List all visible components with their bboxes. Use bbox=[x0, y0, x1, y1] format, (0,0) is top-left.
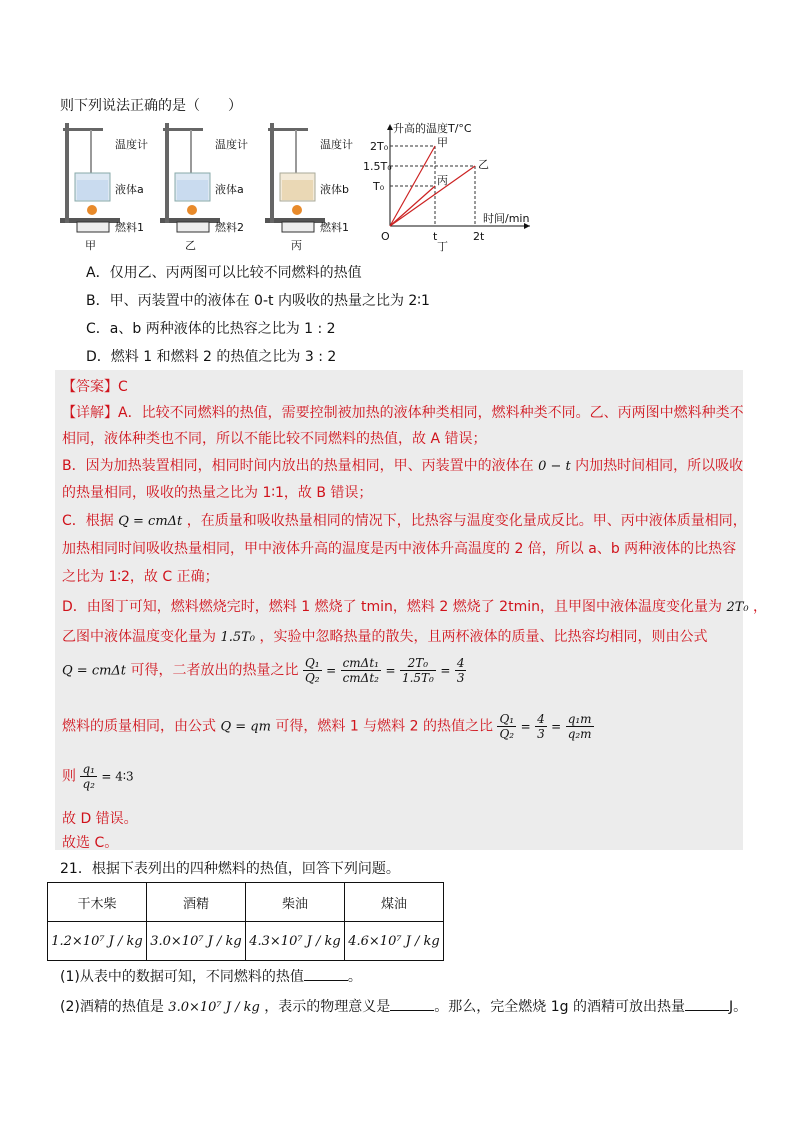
table-header-cell: 煤油 bbox=[345, 883, 444, 922]
graph-ytick-1.5T0: 1.5T₀ bbox=[363, 160, 392, 173]
exp-l12-b: = 4∶3 bbox=[101, 769, 134, 784]
explanation-line-11 bbox=[62, 712, 594, 741]
fraction-qm: $\frac{\text{q₁m}}{\text{q₂m}}$ bbox=[567, 712, 592, 741]
sub1-text: (1)从表中的数据可知，不同燃料的热值 bbox=[60, 969, 304, 985]
label-thermometer-1: 温度计 bbox=[115, 138, 148, 151]
exp-l12-a: 则 bbox=[62, 768, 76, 785]
graph-xtick-2t: 2t bbox=[473, 230, 485, 243]
fraction-q1-q2-c: $\frac{\text{q₁}}{\text{q₂}}$ bbox=[82, 762, 95, 791]
sub2-text-c: 。那么，完全燃烧 1g 的酒精可放出热量 bbox=[434, 999, 685, 1015]
sub-question-1 bbox=[60, 966, 362, 986]
table-header-cell: 柴油 bbox=[246, 883, 345, 922]
apparatus-bing bbox=[265, 123, 325, 232]
apparatus-jia bbox=[60, 123, 120, 232]
answer-blank[interactable] bbox=[304, 966, 348, 981]
exp-l9-b: ，实验中忽略热量的散失，且两杯液体的质量、比热容均相同，则由公式 bbox=[259, 629, 708, 645]
option-c: C．a、b 两种液体的比热容之比为 1 : 2 bbox=[86, 321, 336, 337]
explanation-line-2: 相同，液体种类也不同，所以不能比较不同燃料的热值，故 A 错误； bbox=[62, 431, 487, 447]
exp-l11-math: Q = qm bbox=[220, 719, 271, 735]
explanation-line-1: 【详解】A．比较不同燃料的热值，需要控制被加热的液体种类相同，燃料种类不同。乙、丙两图中燃料种类不 bbox=[62, 405, 744, 421]
fraction-q1-q2: $\frac{\text{Q₁}}{\text{Q₂}}$ bbox=[304, 656, 320, 685]
explanation-line-14: 故选 C。 bbox=[62, 835, 119, 851]
line-yi bbox=[390, 166, 475, 226]
exp-l11-b: 可得，燃料 1 与燃料 2 的热值之比 bbox=[275, 718, 493, 735]
table-cell: 3.0×10⁷ J / kg bbox=[147, 922, 246, 961]
sub2-math: 3.0×10⁷ J / kg bbox=[168, 1000, 260, 1015]
explanation-line-3 bbox=[62, 455, 743, 475]
label-thermometer-2: 温度计 bbox=[215, 138, 248, 151]
sub2-text-a: (2)酒精的热值是 bbox=[60, 999, 164, 1015]
answer-blank[interactable] bbox=[685, 996, 729, 1011]
graph-y-label: 升高的温度T/°C bbox=[393, 122, 472, 135]
equals-sign: = bbox=[551, 719, 562, 734]
label-liquid-b: 液体b bbox=[320, 183, 349, 196]
exp-l3-math: 0 − t bbox=[538, 459, 571, 474]
sub1-end: 。 bbox=[347, 969, 362, 985]
label-fuel1-1: 燃料1 bbox=[115, 221, 144, 234]
table-cell: 4.6×10⁷ J / kg bbox=[345, 922, 444, 961]
graph-ding bbox=[363, 121, 530, 253]
equals-sign: = bbox=[440, 663, 451, 678]
label-liquid-a-2: 液体a bbox=[215, 183, 244, 196]
label-fuel2: 燃料2 bbox=[215, 221, 244, 234]
exp-l3-a: B．因为加热装置相同，相同时间内放出的热量相同，甲、丙装置中的液体在 bbox=[62, 458, 534, 474]
fraction-t0: $\frac{\text{2T₀}}{\text{1.5T₀}}$ bbox=[401, 656, 434, 685]
sub-question-2 bbox=[60, 996, 747, 1016]
table-cell: 4.3×10⁷ J / kg bbox=[246, 922, 345, 961]
label-liquid-a-1: 液体a bbox=[115, 183, 144, 196]
graph-ytick-2T0: 2T₀ bbox=[370, 140, 389, 153]
fraction-cm: $\frac{\text{cmΔt₁}}{\text{cmΔt₂}}$ bbox=[342, 656, 379, 685]
line-label-bing: 丙 bbox=[437, 174, 448, 187]
explanation-line-12 bbox=[62, 762, 134, 791]
exp-l9-math: 1.5T₀ bbox=[220, 630, 256, 645]
label-jia: 甲 bbox=[85, 239, 96, 252]
line-bing bbox=[390, 186, 435, 226]
equals-sign: = bbox=[520, 719, 531, 734]
explanation-line-9 bbox=[62, 626, 707, 646]
explanation-line-10 bbox=[62, 656, 466, 685]
exp-l8-b: ， bbox=[753, 599, 768, 615]
exp-l9-a: 乙图中液体温度变化量为 bbox=[62, 629, 216, 645]
label-fuel1-2: 燃料1 bbox=[320, 221, 349, 234]
label-yi: 乙 bbox=[185, 239, 196, 252]
fraction-4-3: $\frac{4}{3}$ bbox=[456, 656, 465, 685]
apparatus-yi bbox=[160, 123, 220, 232]
equals-sign: = bbox=[385, 663, 396, 678]
explanation-line-5 bbox=[62, 510, 747, 530]
graph-xtick-O: O bbox=[381, 230, 390, 243]
label-thermometer-3: 温度计 bbox=[320, 138, 353, 151]
label-ding-text: 丁 bbox=[437, 240, 448, 253]
graph-ytick-T0: T₀ bbox=[373, 180, 385, 193]
exp-l10-math: Q = cmΔt bbox=[62, 663, 127, 679]
table-row bbox=[48, 922, 444, 961]
question-intro: 则下列说法正确的是（ ） bbox=[60, 98, 242, 114]
sub2-text-d: J。 bbox=[728, 999, 748, 1015]
exp-l5-math: Q = cmΔt bbox=[118, 514, 183, 529]
option-a: A．仅用乙、丙两图可以比较不同燃料的热值 bbox=[86, 265, 362, 281]
table-header-cell: 干木柴 bbox=[48, 883, 147, 922]
label-bing: 丙 bbox=[291, 239, 302, 252]
explanation-line-7: 之比为 1∶2，故 C 正确； bbox=[62, 569, 219, 585]
explanation-line-8 bbox=[62, 596, 767, 616]
graph-xtick-t: t bbox=[433, 230, 438, 243]
table-header-row bbox=[48, 883, 444, 922]
fuel-heat-table bbox=[47, 882, 444, 961]
table-header-cell: 酒精 bbox=[147, 883, 246, 922]
line-label-yi: 乙 bbox=[478, 158, 489, 171]
explanation-line-13: 故 D 错误。 bbox=[62, 811, 138, 827]
exp-l3-b: 内加热时间相同，所以吸收 bbox=[575, 458, 744, 474]
exp-l11-a: 燃料的质量相同，由公式 bbox=[62, 718, 216, 735]
answer-label: 【答案】C bbox=[62, 379, 128, 395]
exp-l5-a: C．根据 bbox=[62, 513, 114, 529]
explanation-line-4: 的热量相同，吸收的热量之比为 1∶1，故 B 错误； bbox=[62, 485, 373, 501]
option-b: B．甲、丙装置中的液体在 0-t 内吸收的热量之比为 2∶1 bbox=[86, 293, 430, 309]
fraction-4-3-b: $\frac{4}{3}$ bbox=[537, 712, 545, 741]
exp-l8-a: D．由图丁可知，燃料燃烧完时，燃料 1 燃烧了 tmin，燃料 2 燃烧了 2tmin，且甲图中液体温度变化量为 bbox=[62, 599, 722, 615]
exp-l10-a: 可得，二者放出的热量之比 bbox=[130, 662, 299, 679]
exp-l8-math: 2T₀ bbox=[726, 600, 749, 615]
fraction-q1-q2-b: $\frac{\text{Q₁}}{\text{Q₂}}$ bbox=[499, 712, 515, 741]
exp-l5-b: ，在质量和吸收热量相同的情况下，比热容与温度变化量成反比。甲、丙中液体质量相同， bbox=[186, 513, 747, 529]
question21-intro: 21．根据下表列出的四种燃料的热值，回答下列问题。 bbox=[60, 861, 400, 877]
line-label-jia: 甲 bbox=[437, 136, 448, 149]
explanation-line-6: 加热相同时间吸收热量相同，甲中液体升高的温度是丙中液体升高温度的 2 倍，所以 a、b 两种液体的比热容 bbox=[62, 541, 737, 557]
table-cell: 1.2×10⁷ J / kg bbox=[48, 922, 147, 961]
graph-x-label: 时间/min bbox=[483, 212, 530, 225]
option-d: D．燃料 1 和燃料 2 的热值之比为 3 : 2 bbox=[86, 349, 337, 365]
answer-blank[interactable] bbox=[390, 996, 434, 1011]
sub2-text-b: ，表示的物理意义是 bbox=[264, 999, 391, 1015]
experiment-figure bbox=[55, 118, 535, 253]
equals-sign: = bbox=[326, 663, 337, 678]
